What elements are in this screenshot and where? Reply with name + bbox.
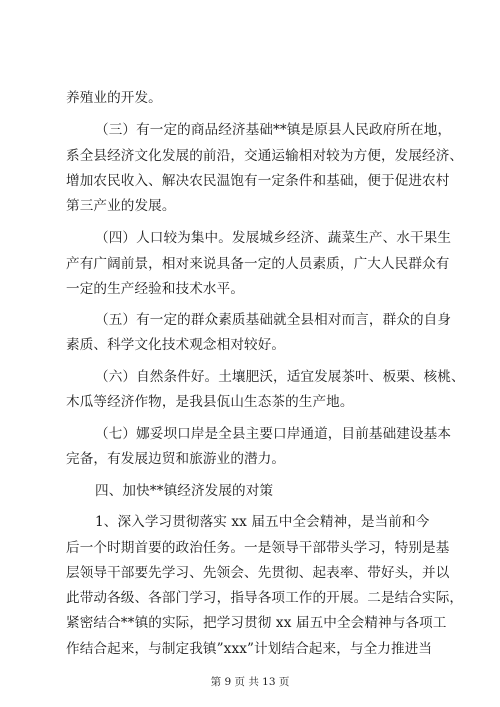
text-line: 系全县经济文化发展的前沿，交通运输相对较为方便，发展经济、	[66, 148, 464, 164]
text-line: 养殖业的开发。	[66, 90, 162, 106]
text-line: 增加农民收入、解决农民温饱有一定条件和基础，便于促进农村	[66, 173, 450, 189]
text-line: 此带动各级、各部门学习，指导各项工作的开展。二是结合实际，	[66, 590, 464, 606]
text-line: 素质、科学文化技术观念相对较好。	[66, 337, 286, 353]
text-line: 完备，有发展边贸和旅游业的潜力。	[66, 451, 286, 467]
text-line: （六）自然条件好。土壤肥沃，适宜发展茶叶、板栗、核桃、	[95, 369, 465, 385]
text-line: 一定的生产经验和技术水平。	[66, 281, 245, 297]
text-line: （五）有一定的群众素质基础就全县相对而言，群众的自身	[95, 312, 452, 328]
text-line: 层领导干部要先学习、先领会、先贯彻、起表率、带好头，并以	[66, 565, 450, 581]
page-footer: 第 9 页 共 13 页	[210, 676, 290, 688]
text-line: 1、深入学习贯彻落实 xx 届五中全会精神，是当前和今	[95, 514, 430, 530]
text-line: 后一个时期首要的政治任务。一是领导干部带头学习，特别是基	[66, 540, 450, 556]
text-line: 木瓜等经济作物，是我县佤山生态茶的生产地。	[66, 394, 354, 410]
text-line: （三）有一定的商品经济基础**镇是原县人民政府所在地，	[95, 122, 452, 138]
text-line: 产有广阔前景，相对来说具备一定的人员素质，广大人民群众有	[66, 256, 450, 272]
text-line: 作结合起来，与制定我镇”xxx”计划结合起来，与全力推进当	[66, 641, 433, 657]
section-heading: 四、加快**镇经济发展的对策	[95, 483, 274, 499]
text-line: 紧密结合**镇的实际，把学习贯彻 xx 届五中全会精神与各项工	[66, 615, 447, 631]
text-line: （四）人口较为集中。发展城乡经济、蔬菜生产、水干果生	[95, 230, 452, 246]
text-line: （七）娜妥坝口岸是全县主要口岸通道，目前基础建设基本	[95, 426, 452, 442]
text-line: 第三产业的发展。	[66, 198, 176, 214]
